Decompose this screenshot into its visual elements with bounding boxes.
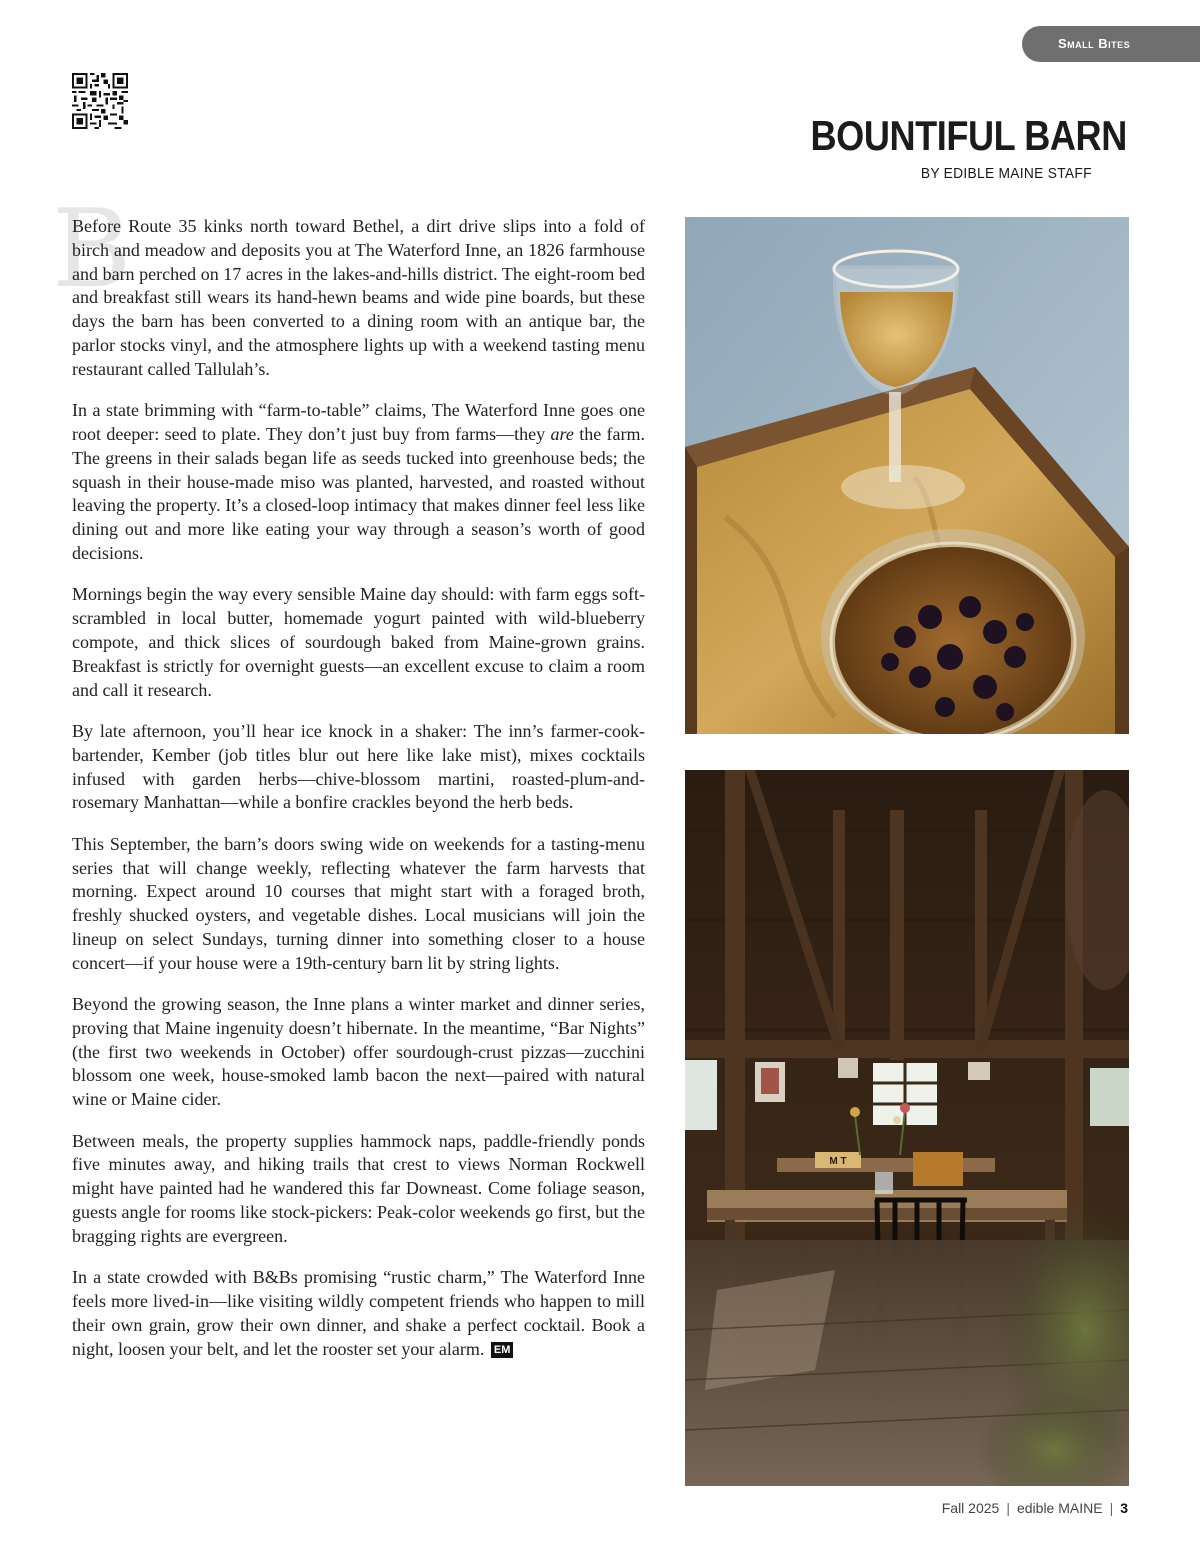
- paragraph: Before Route 35 kinks north toward Bethel, a dirt drive slips into a fold of birch and meadow and deposits you at The Waterford Inne, an 1826 farmhouse and barn perched on 17 acres in the lakes-and-hills district. The eight-room bed and breakfast still wears its hand-hewn beams and wide pine boards, but these days the barn has been converted to a dining room with an antique bar, the parlor stocks vinyl, and the atmosphere lights up with a weekend tasting menu restaurant called Tallulah’s.: [72, 216, 645, 379]
- table-sign-label: M T: [829, 1156, 847, 1167]
- footer-separator: |: [1109, 1500, 1114, 1516]
- paragraph: In a state brimming with “farm-to-table” claims, The Waterford Inne goes one root deeper: seed to plate. They don’t just buy from farms—they are the farm. The greens in their salads began life as seeds tucked into greenhouse beds; the squash in their house-made miso was planted, harvested, and roasted without leaving the property. It’s a closed-loop intimacy that makes dinner feel less like dining out and more like eating your way through a season’s worth of good decisions.: [72, 400, 645, 563]
- photo-wine-and-dessert-image: [685, 217, 1129, 734]
- section-tab-label: Small Bites: [1058, 36, 1131, 51]
- photo-wine-and-dessert: [685, 217, 1129, 734]
- end-mark-logo: EM: [491, 1342, 514, 1358]
- paragraph: By late afternoon, you’ll hear ice knock in a shaker: The inn’s farmer-cook-bartender, Kember (job titles blur out here like lake mist), mixes cocktails infused with garden herbs—chive-blossom martini, roasted-plum-and-rosemary Manhattan—while a bonfire crackles beyond the herb beds.: [72, 720, 645, 813]
- article-byline: BY EDIBLE MAINE STAFF: [921, 165, 1092, 182]
- article-title: BOUNTIFUL BARN: [810, 112, 1127, 159]
- paragraph: Mornings begin the way every sensible Maine day should: with farm eggs soft-scrambled in local butter, homemade yogurt painted with wild-blueberry compote, and thick slices of sourdough baked from Maine-grown grains. Breakfast is strictly for overnight guests—an excellent excuse to claim a room and call it research.: [72, 584, 645, 700]
- photo-barn-interior-image: [685, 770, 1129, 1486]
- page-number: 3: [1120, 1500, 1128, 1516]
- photo-barn-interior: [685, 770, 1129, 1486]
- paragraph: Beyond the growing season, the Inne plans a winter market and dinner series, proving that Maine ingenuity doesn’t hibernate. In the meantime, “Bar Nights” (the first two weekends in October) offer sourdough-crust pizzas—zucchini blossom one week, house-smoked lamb bacon the next—paired with natural wine or Maine cider.: [72, 994, 645, 1110]
- article-body: [72, 215, 645, 1379]
- footer-issue: Fall 2025: [941, 1500, 1000, 1516]
- page-footer: [942, 1500, 1128, 1516]
- paragraph: In a state crowded with B&Bs promising “rustic charm,” The Waterford Inne feels more lived-in—like visiting wildly competent friends who happen to mill their own grain, grow their own dinner, and shake a perfect cocktail. Book a night, loosen your belt, and let the rooster set your alarm. EM: [72, 1267, 645, 1359]
- qr-code[interactable]: [72, 73, 128, 129]
- drop-cap: B: [52, 187, 132, 312]
- paragraph: This September, the barn’s doors swing wide on weekends for a tasting-menu series that will change weekly, reflecting whatever the farm harvests that morning. Expect around 10 courses that might start with a foraged broth, freshly shucked oysters, and vegetable dishes. Local musicians will join the lineup on select Sundays, turning dinner into something closer to a house concert—if your house were a 19th-century barn lit by string lights.: [72, 833, 645, 973]
- footer-publication: edible MAINE: [1016, 1500, 1103, 1516]
- emphasis: are: [550, 423, 574, 444]
- paragraph: Between meals, the property supplies hammock naps, paddle-friendly ponds five minutes away, and hiking trails that crest to views Norman Rockwell might have painted had he wandered this far Downeast. Come foliage season, guests angle for rooms like stock-pickers: Peak-color weekends go first, but the bragging rights are evergreen.: [72, 1130, 645, 1246]
- footer-separator: |: [1006, 1500, 1010, 1516]
- section-tab: [1022, 26, 1200, 62]
